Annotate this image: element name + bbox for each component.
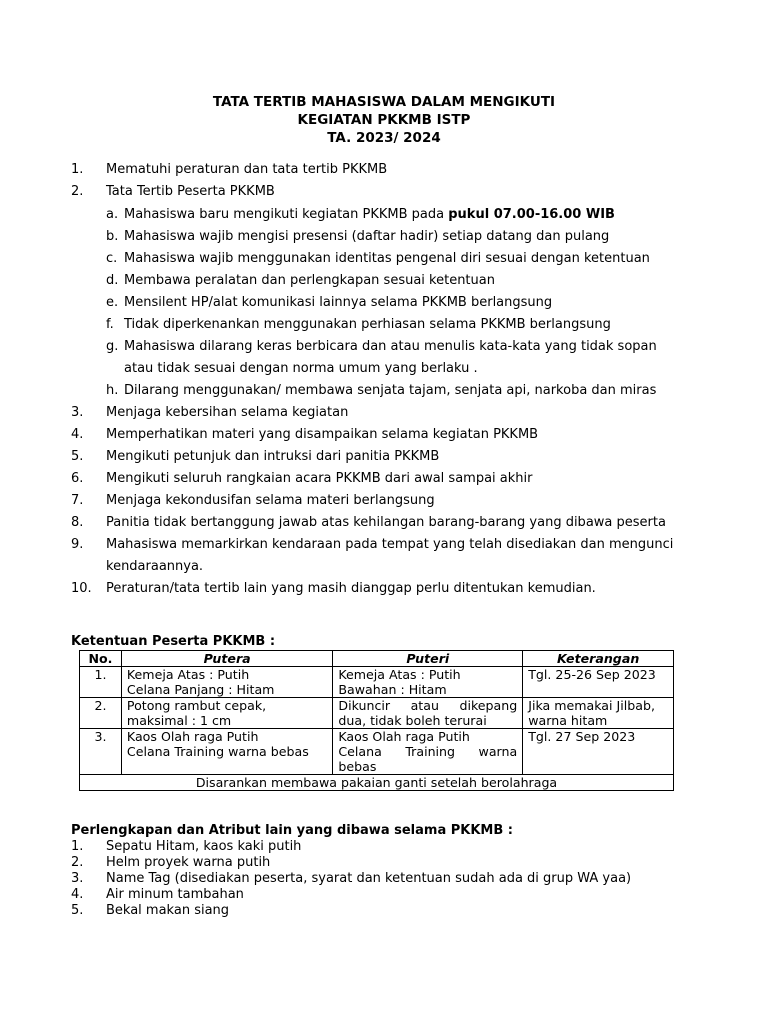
item-number: 2.	[71, 855, 84, 870]
item-number: 4.	[71, 887, 84, 902]
item-text: Helm proyek warna putih	[106, 855, 271, 870]
subrule-letter: d.	[106, 273, 119, 288]
cell-puteri: Dikuncir atau dikepang dua, tidak boleh terurai	[333, 698, 523, 729]
document-title-line-1: TATA TERTIB MAHASISWA DALAM MENGIKUTI	[212, 94, 556, 110]
rule-text: Menjaga kebersihan selama kegiatan	[106, 405, 349, 420]
subrule-letter: a.	[106, 207, 119, 222]
rule-text-continued: kendaraannya.	[106, 559, 204, 574]
item-number: 3.	[71, 871, 84, 886]
header-keterangan: Keterangan	[523, 651, 674, 667]
rule-number: 3.	[71, 405, 84, 420]
perlengkapan-heading: Perlengkapan dan Atribut lain yang dibawa selama PKKMB :	[71, 823, 513, 838]
cell-putera: Potong rambut cepak, maksimal : 1 cm	[121, 698, 332, 729]
subrule-letter: b.	[106, 229, 119, 244]
cell-puteri: Kemeja Atas : Putih Bawahan : Hitam	[333, 667, 523, 698]
subrule-text: Dilarang menggunakan/ membawa senjata tajam, senjata api, narkoba dan miras	[124, 383, 657, 398]
cell-puteri: Kaos Olah raga Putih Celana Training warna bebas	[333, 729, 523, 775]
cell-no: 3.	[80, 729, 122, 775]
table-header-row	[80, 651, 674, 667]
subrule-letter: f.	[106, 317, 114, 332]
subrule-text: Tidak diperkenankan menggunakan perhiasan selama PKKMB berlangsung	[124, 317, 611, 332]
table-row	[80, 667, 674, 698]
subrule-text-continued: atau tidak sesuai dengan norma umum yang berlaku .	[124, 361, 478, 376]
document-title-line-2: KEGIATAN PKKMB ISTP	[297, 112, 471, 128]
subrule-text: Mahasiswa baru mengikuti kegiatan PKKMB pada pukul 07.00-16.00 WIB	[124, 207, 615, 222]
cell-keterangan: Tgl. 27 Sep 2023	[523, 729, 674, 775]
document-title-line-3: TA. 2023/ 2024	[327, 130, 441, 146]
item-number: 1.	[71, 839, 84, 854]
rule-number: 5.	[71, 449, 84, 464]
ketentuan-heading: Ketentuan Peserta PKKMB :	[71, 634, 276, 649]
rule-text: Menjaga kekondusifan selama materi berlangsung	[106, 493, 435, 508]
rule-text: Panitia tidak bertanggung jawab atas kehilangan barang-barang yang dibawa peserta	[106, 515, 666, 530]
subrule-letter: g.	[106, 339, 119, 354]
item-text: Air minum tambahan	[106, 887, 244, 902]
rule-text: Mematuhi peraturan dan tata tertib PKKMB	[106, 162, 388, 177]
table-row	[80, 698, 674, 729]
subrule-text: Mahasiswa wajib menggunakan identitas pengenal diri sesuai dengan ketentuan	[124, 251, 650, 266]
subrule-text: Mahasiswa wajib mengisi presensi (daftar hadir) setiap datang dan pulang	[124, 229, 610, 244]
rule-number: 6.	[71, 471, 84, 486]
item-text: Name Tag (disediakan peserta, syarat dan ketentuan sudah ada di grup WA yaa)	[106, 871, 632, 886]
subrule-text: Membawa peralatan dan perlengkapan sesuai ketentuan	[124, 273, 495, 288]
rule-text: Mahasiswa memarkirkan kendaraan pada tempat yang telah disediakan dan mengunci	[106, 537, 674, 552]
rule-text: Memperhatikan materi yang disampaikan selama kegiatan PKKMB	[106, 427, 539, 442]
header-puteri: Puteri	[333, 651, 523, 667]
cell-keterangan: Tgl. 25-26 Sep 2023	[523, 667, 674, 698]
ketentuan-table	[79, 650, 674, 791]
header-no: No.	[80, 651, 122, 667]
table-footer-note: Disarankan membawa pakaian ganti setelah berolahraga	[80, 775, 674, 791]
subrule-letter: e.	[106, 295, 119, 310]
item-number: 5.	[71, 903, 84, 918]
rule-text: Mengikuti petunjuk dan intruksi dari panitia PKKMB	[106, 449, 440, 464]
rule-text: Mengikuti seluruh rangkaian acara PKKMB dari awal sampai akhir	[106, 471, 533, 486]
cell-putera: Kaos Olah raga Putih Celana Training warna bebas	[121, 729, 332, 775]
table-row	[80, 729, 674, 775]
subrule-text: Mahasiswa dilarang keras berbicara dan atau menulis kata-kata yang tidak sopan	[124, 339, 657, 354]
rule-number: 4.	[71, 427, 84, 442]
rule-number: 1.	[71, 162, 84, 177]
subrule-text: Mensilent HP/alat komunikasi lainnya selama PKKMB berlangsung	[124, 295, 553, 310]
header-putera: Putera	[121, 651, 332, 667]
rule-text: Peraturan/tata tertib lain yang masih dianggap perlu ditentukan kemudian.	[106, 581, 596, 596]
rule-number: 7.	[71, 493, 84, 508]
rule-text: Tata Tertib Peserta PKKMB	[106, 184, 275, 199]
item-text: Sepatu Hitam, kaos kaki putih	[106, 839, 302, 854]
rule-number: 10.	[71, 581, 92, 596]
rule-number: 9.	[71, 537, 84, 552]
rule-number: 8.	[71, 515, 84, 530]
cell-no: 2.	[80, 698, 122, 729]
cell-no: 1.	[80, 667, 122, 698]
subrule-letter: c.	[106, 251, 118, 266]
cell-putera: Kemeja Atas : Putih Celana Panjang : Hitam	[121, 667, 332, 698]
item-text: Bekal makan siang	[106, 903, 230, 918]
subrule-bold-text: pukul 07.00-16.00 WIB	[448, 207, 615, 222]
subrule-letter: h.	[106, 383, 119, 398]
cell-keterangan: Jika memakai Jilbab, warna hitam	[523, 698, 674, 729]
table-footer-row	[80, 775, 674, 791]
rule-number: 2.	[71, 184, 84, 199]
